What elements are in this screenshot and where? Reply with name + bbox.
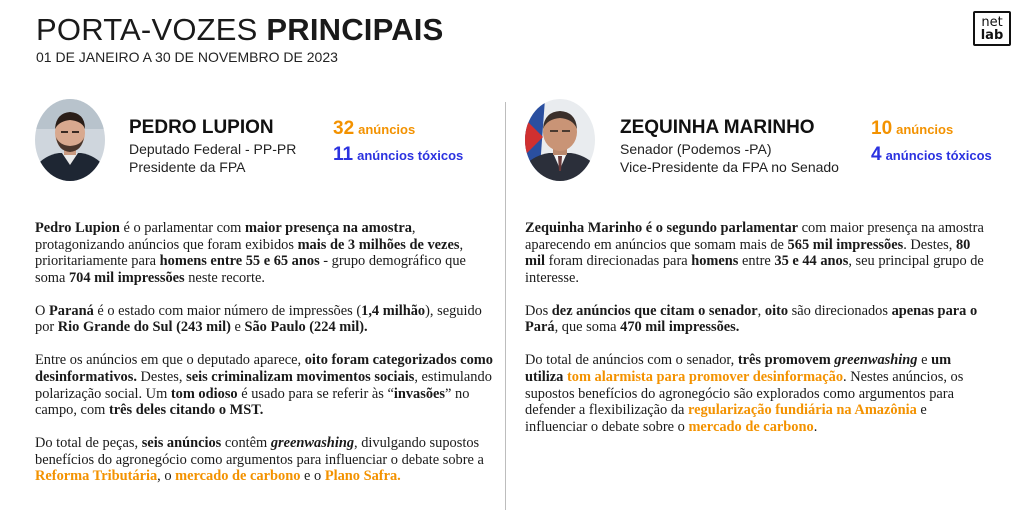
emphasis-text: um utiliza xyxy=(525,352,952,385)
date-range: 01 DE JANEIRO A 30 DE NOVEMBRO DE 2023 xyxy=(36,49,338,65)
text-run: contêm xyxy=(221,435,271,452)
text-run: e xyxy=(230,319,245,336)
text-run: , divulgando supostos benefícios do agronegócio como argumentos para influenciar o debate sobre a xyxy=(35,435,484,468)
text-run: e xyxy=(917,352,932,369)
portrait-pedro-lupion xyxy=(35,99,105,181)
text-run: e influenciar o debate sobre o xyxy=(525,402,927,435)
text-run: , estimulando polarização social. Um xyxy=(35,368,492,402)
role-zequinha-marinho-2: Vice-Presidente da FPA no Senado xyxy=(620,159,839,175)
emphasis-text: maior presença na amostra xyxy=(244,220,412,236)
page-title-light: PORTA-VOZES xyxy=(36,12,258,47)
role-pedro-lupion-1: Deputado Federal - PP-PR xyxy=(129,141,297,157)
text-run: , prioritariamente para xyxy=(35,236,464,270)
highlight-text: regularização fundiária na Amazônia xyxy=(688,402,917,419)
paragraph xyxy=(525,352,987,435)
ads-stat-pedro-lupion xyxy=(333,118,415,140)
emphasis-text: 80 mil xyxy=(525,236,971,270)
text-run: neste recorte. xyxy=(184,269,265,286)
highlight-text: mercado de carbono xyxy=(175,468,301,485)
portrait-zequinha-marinho xyxy=(525,99,595,181)
text-run: ” no campo, com xyxy=(35,385,470,419)
avatar-pedro-lupion xyxy=(35,99,105,181)
netlab-logo xyxy=(973,11,1011,46)
text-run: , protagonizando anúncios que foram exibidos xyxy=(35,220,416,253)
text-run: , seu principal grupo de interesse. xyxy=(525,253,984,286)
paragraph xyxy=(35,352,497,418)
emphasis-text: Zequinha Marinho é o segundo parlamentar xyxy=(525,220,799,236)
text-run: Dos xyxy=(525,302,552,319)
name-zequinha-marinho: ZEQUINHA MARINHO xyxy=(620,117,815,138)
emphasis-text: três deles citando o MST. xyxy=(108,402,264,419)
avatar-zequinha-marinho xyxy=(525,99,595,181)
toxic-ads-stat-pedro-lupion xyxy=(333,144,463,166)
text-run: foram direcionadas para xyxy=(544,253,692,270)
text-run: é o parlamentar com xyxy=(119,220,245,236)
text-run: ), seguido por xyxy=(35,302,482,336)
text-run: , o xyxy=(157,468,176,485)
emphasis-text: 565 mil impressões xyxy=(787,236,904,253)
text-run: é o estado com maior número de impressões ( xyxy=(93,302,362,319)
body-zequinha-marinho xyxy=(525,220,987,452)
paragraph xyxy=(35,303,497,336)
toxic-ads-label: anúncios tóxicos xyxy=(357,148,464,163)
highlight-text: tom alarmista para promover desinformação xyxy=(566,368,844,385)
emphasis-text: 1,4 milhão xyxy=(361,302,426,319)
emphasis-text: três promovem xyxy=(737,352,835,369)
emphasis-text: seis anúncios xyxy=(141,435,222,452)
text-run: Do total de anúncios com o senador, xyxy=(525,352,738,369)
text-run: , que soma xyxy=(554,319,621,336)
text-run: Destes, xyxy=(136,368,187,385)
page-title-bold: PRINCIPAIS xyxy=(266,12,444,47)
text-run: . Destes, xyxy=(903,236,956,253)
ads-stat-zequinha-marinho xyxy=(871,118,953,140)
emphasis-text: oito xyxy=(764,302,789,319)
emphasis-text: Rio Grande do Sul (243 mil) xyxy=(57,319,231,336)
emphasis-text: Paraná xyxy=(49,302,94,319)
body-pedro-lupion xyxy=(35,220,497,501)
column-divider xyxy=(505,102,506,510)
ads-label: anúncios xyxy=(358,122,416,137)
text-run: O xyxy=(35,302,49,319)
highlight-text: mercado de carbono xyxy=(688,418,814,435)
emphasis-text: homens entre 55 e 65 anos xyxy=(159,253,320,270)
text-run: é usado para se referir às “ xyxy=(237,385,394,402)
text-run: Entre os anúncios em que o deputado aparece, xyxy=(35,352,305,369)
emphasis-text: mais de 3 milhões de vezes xyxy=(297,236,460,253)
role-pedro-lupion-2: Presidente da FPA xyxy=(129,159,246,175)
emphasis-text: homens xyxy=(691,253,739,270)
text-run: Do total de peças, xyxy=(35,435,142,452)
paragraph xyxy=(35,220,497,286)
ads-count: 32 xyxy=(333,118,355,139)
name-pedro-lupion: PEDRO LUPION xyxy=(129,117,274,138)
ads-label: anúncios xyxy=(896,122,954,137)
paragraph xyxy=(525,220,987,286)
role-zequinha-marinho-1: Senador (Podemos -PA) xyxy=(620,141,772,157)
toxic-ads-label: anúncios tóxicos xyxy=(885,148,992,163)
text-run: e o xyxy=(300,468,325,485)
emphasis-text: tom odioso xyxy=(170,385,238,402)
emphasis-text: oito foram categorizados como desinformativos. xyxy=(35,352,493,385)
emphasis-text: 704 mil impressões xyxy=(68,269,185,286)
emphasis-text: 470 mil impressões. xyxy=(620,319,740,336)
emphasis-text: greenwashing xyxy=(834,352,918,369)
page-title xyxy=(36,12,443,48)
emphasis-text: invasões xyxy=(393,385,446,402)
text-run: . Nestes anúncios, os supostos benefícios do agronegócio são explorados como argumentos para defender a flexibilização da xyxy=(525,368,964,419)
text-run: , xyxy=(757,302,765,319)
emphasis-text: Pedro Lupion xyxy=(35,220,120,236)
highlight-text: Reforma Tributária xyxy=(35,468,158,485)
emphasis-text: seis criminalizam movimentos sociais xyxy=(186,368,415,385)
text-run: - grupo demográfico que soma xyxy=(35,253,466,286)
emphasis-text: 35 e 44 anos xyxy=(774,253,849,270)
ads-count: 10 xyxy=(871,118,893,139)
emphasis-text: dez anúncios que citam o senador xyxy=(551,302,758,319)
text-run: entre xyxy=(738,253,775,270)
emphasis-text: apenas para o Pará xyxy=(525,302,978,336)
logo-line-1: net xyxy=(981,14,1003,30)
toxic-ads-count: 4 xyxy=(871,144,882,165)
text-run: com maior presença na amostra aparecendo em anúncios que somam mais de xyxy=(525,220,984,253)
text-run: . xyxy=(813,418,818,435)
highlight-text: Plano Safra. xyxy=(324,468,401,485)
logo-line-2: lab xyxy=(980,27,1004,43)
emphasis-text: São Paulo (224 mil). xyxy=(244,319,368,336)
toxic-ads-count: 11 xyxy=(333,144,354,165)
text-run: são direcionados xyxy=(788,302,892,319)
paragraph xyxy=(35,435,497,485)
paragraph xyxy=(525,303,987,336)
emphasis-text: greenwashing xyxy=(270,435,355,452)
toxic-ads-stat-zequinha-marinho xyxy=(871,144,992,166)
